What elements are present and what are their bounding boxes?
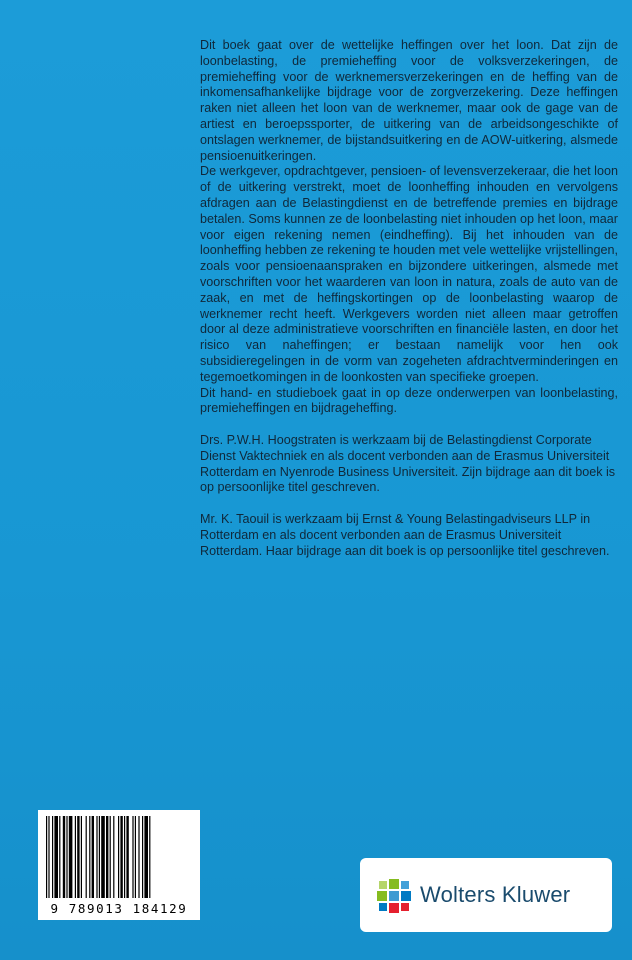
description-paragraph-2: De werkgever, opdrachtgever, pensioen- of levensverzekeraar, die het loon of de uitkering verstrekt, moet de loonheffing inhouden en vervolgens afdragen aan de Belastingdienst en de betreffende premies en bijdrage betalen. Soms kunnen ze de loonbelasting niet inhouden op het loon, maar voor eigen rekening nemen (eindheffing). Bij het inhouden van de loonheffing hebben ze rekening te houden met vele wettelijke vrijstellingen, zoals voor pensioenaanspraken en bijzondere uitkeringen, alsmede met voorschriften voor het waarderen van loon in natura, zoals de auto van de zaak, en met de heffingskortingen op de loonbelasting waarop de werknemer recht heeft. Werkgevers worden niet alleen maar getroffen door al deze administratieve voorschriften en financiële lasten, en door het risico van naheffingen; er bestaan namelijk voor hen ook subsidieregelingen in de vorm van zogeheten afdrachtverminderingen en tegemoetkomingen in de loonkosten van specifieke groepen. (200, 164, 618, 384)
description-paragraph-1: Dit boek gaat over de wettelijke heffingen over het loon. Dat zijn de loonbelasting, de premieheffing voor de volksverzekeringen, de premieheffing voor de werknemersverzekeringen en de heffing van de inkomensafhankelijke bijdrage voor de zorgverzekering. Deze heffingen raken niet alleen het loon van de werknemer, maar ook de gage van de artiest en beroepssporter, de uitkering van de arbeidsongeschikte of ontslagen werknemer, de bijstandsuitkering en de AOW-uitkering, alsmede pensioenuitkeringen. (200, 38, 618, 163)
barcode-bar (113, 816, 114, 898)
barcode-bar (101, 816, 105, 898)
barcode-bar (132, 816, 133, 898)
barcode-bar (66, 816, 67, 898)
barcode-bar (92, 816, 94, 898)
barcode-bar (89, 816, 90, 898)
description-text-block (200, 38, 618, 559)
barcode-bar (99, 816, 100, 898)
spacer (200, 496, 618, 512)
barcode-bars (44, 816, 194, 898)
barcode-bar (138, 816, 139, 898)
barcode-bar (106, 816, 108, 898)
barcode-bar (54, 816, 58, 898)
barcode-bar (77, 816, 79, 898)
isbn-number: 9 789013 184129 (50, 901, 188, 916)
publisher-name: Wolters Kluwer (420, 882, 571, 907)
barcode-bar (86, 816, 87, 898)
barcode-bar (124, 816, 125, 898)
author-bio-taouil: Mr. K. Taouil is werkzaam bij Ernst & Young Belastingadviseurs LLP in Rotterdam en als docent verbonden aan de Erasmus Universiteit Rotterdam. Haar bijdrage aan dit boek is op persoonlijke titel geschreven. (200, 511, 610, 558)
author-bio-hoogstraten: Drs. P.W.H. Hoogstraten is werkzaam bij de Belastingdienst Corporate Dienst Vaktechniek en als docent verbonden aan de Erasmus Universiteit Rotterdam en Nyenrode Business Universiteit. Zijn bijdrage aan dit boek is op persoonlijke titel geschreven. (200, 432, 616, 495)
barcode-bar (52, 816, 53, 898)
barcode (38, 810, 200, 920)
publisher-logo (360, 858, 612, 932)
barcode-bar (144, 816, 148, 898)
wolters-kluwer-mark-icon (376, 878, 412, 914)
barcode-bar (81, 816, 82, 898)
barcode-bar (118, 816, 119, 898)
barcode-bar (135, 816, 136, 898)
barcode-bar (48, 816, 49, 898)
barcode-bar (63, 816, 65, 898)
barcode-bar (75, 816, 76, 898)
barcode-bar (120, 816, 122, 898)
barcode-bar (69, 816, 73, 898)
barcode-bar (126, 816, 128, 898)
barcode-bar (46, 816, 47, 898)
barcode-bar (59, 816, 60, 898)
spacer (200, 417, 618, 433)
barcode-bar (96, 816, 97, 898)
description-paragraph-3: Dit hand- en studieboek gaat in op deze onderwerpen van loonbelasting, premieheffingen en bijdrageheffing. (200, 385, 618, 416)
barcode-bar (149, 816, 150, 898)
barcode-bar (110, 816, 111, 898)
barcode-bar (142, 816, 143, 898)
